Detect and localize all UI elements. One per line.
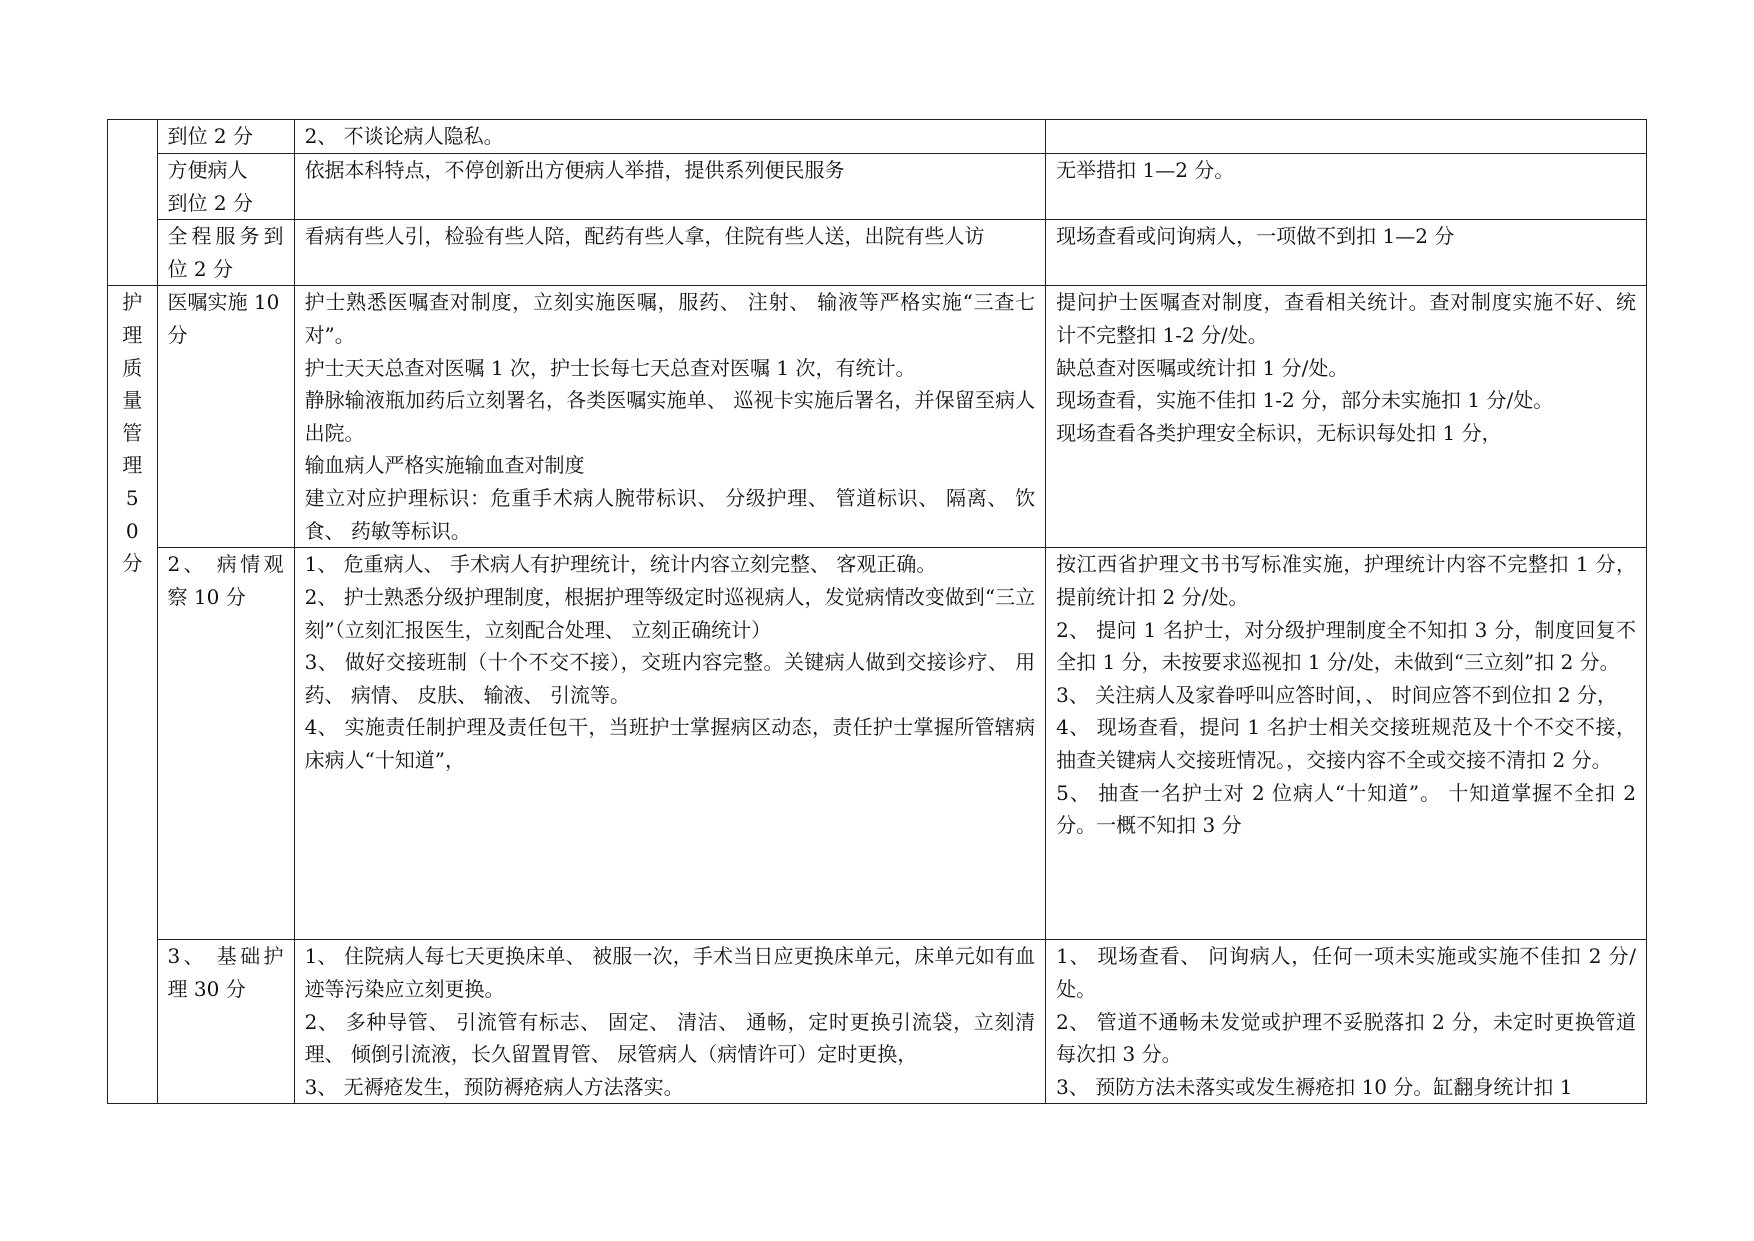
- standard-line: 静脉输液瓶加药后立刻署名，各类医嘱实施单、 巡视卡实施后署名，并保留至病人出院。: [304, 388, 1036, 445]
- scoring-line: 缺总查对医嘱或统计扣 1 分/处。: [1056, 355, 1349, 380]
- standard-line: 依据本科特点，不停创新出方便病人举措，提供系列便民服务: [304, 158, 845, 182]
- item-cell: [157, 120, 294, 154]
- standard-cell: [294, 940, 1046, 1104]
- scoring-line: 1、 现场查看、 问询病人，任何一项未实施或实施不佳扣 2 分/处。: [1056, 944, 1636, 1001]
- standard-cell: [294, 286, 1046, 548]
- item-label: 到位 2 分: [167, 124, 253, 148]
- item-label: 3、 基础护理 30 分: [167, 944, 284, 1001]
- category-label: 护理质量管理 50 分: [122, 290, 143, 576]
- category-cell: [108, 286, 158, 1104]
- standard-line: 护士熟悉医嘱查对制度，立刻实施医嘱，服药、 注射、 输液等严格实施“三查七对”。: [304, 290, 1036, 347]
- standard-line: 护士天天总查对医嘱 1 次，护士长每七天总查对医嘱 1 次，有统计。: [304, 355, 916, 380]
- standard-line: 4、 实施责任制护理及责任包干，当班护士掌握病区动态，责任护士掌握所管辖病床病人“十知道”，: [304, 715, 1036, 772]
- standard-line: 输血病人严格实施输血查对制度: [304, 453, 585, 478]
- item-label: 方便病人 到位 2 分: [167, 158, 253, 215]
- scoring-cell: [1046, 940, 1647, 1104]
- standard-line: 3、 无褥疮发生，预防褥疮病人方法落实。: [304, 1074, 684, 1099]
- category-cell-empty: [108, 120, 158, 286]
- item-cell: [157, 154, 294, 220]
- standard-line: 2、 多种导管、 引流管有标志、 固定、 清洁、 通畅，定时更换引流袋，立刻清理、 倾倒引流液，长久留置胃管、 尿管病人（病情许可）定时更换，: [304, 1009, 1036, 1067]
- scoring-line: 5、 抽查一名护士对 2 位病人“十知道”。 十知道掌握不全扣 2 分。一概不知扣 3 分: [1056, 780, 1643, 838]
- item-cell: [157, 940, 294, 1104]
- table-row: [108, 548, 1647, 940]
- table-row: [108, 120, 1647, 154]
- standard-line: 2、 不谈论病人隐私。: [304, 124, 504, 148]
- item-cell: [157, 286, 294, 548]
- standard-line: 建立对应护理标识：危重手术病人腕带标识、 分级护理、 管道标识、 隔离、 饮食、 药敏等标识。: [304, 485, 1036, 543]
- standard-line: 看病有些人引，检验有些人陪，配药有些人拿，住院有些人送，出院有些人访: [304, 224, 985, 249]
- item-label: 2、 病情观察 10 分: [167, 552, 284, 609]
- scoring-cell: [1046, 220, 1647, 286]
- scoring-line: 4、 现场查看，提问 1 名护士相关交接班规范及十个不交不接，抽查关键病人交接班情况。，交接内容不全或交接不清扣 2 分。: [1056, 715, 1636, 772]
- scoring-line: 按江西省护理文书书写标准实施，护理统计内容不完整扣 1 分，提前统计扣 2 分/处。: [1056, 552, 1636, 609]
- scoring-line: 3、 关注病人及家眷呼叫应答时间，、 时间应答不到位扣 2 分，: [1056, 682, 1618, 707]
- standard-cell: [294, 548, 1046, 940]
- table-row: [108, 940, 1647, 1104]
- item-label: 医嘱实施 10 分: [167, 290, 286, 347]
- item-cell: [157, 220, 294, 286]
- standard-line: 2、 护士熟悉分级护理制度，根据护理等级定时巡视病人，发觉病情改变做到“三立刻”（立刻汇报医生，立刻配合处理、 立刻正确统计）: [304, 584, 1036, 642]
- item-cell: [157, 548, 294, 940]
- scoring-line: 现场查看，实施不佳扣 1-2 分，部分未实施扣 1 分/处。: [1056, 388, 1554, 413]
- standard-cell: [294, 154, 1046, 220]
- table-row: [108, 154, 1647, 220]
- scoring-cell: [1046, 154, 1647, 220]
- scoring-cell: [1046, 120, 1647, 154]
- scoring-line: 无举措扣 1—2 分。: [1056, 158, 1235, 182]
- standard-line: 3、 做好交接班制（十个不交不接），交班内容完整。关键病人做到交接诊疗、 用药、 病情、 皮肤、 输液、 引流等。: [304, 650, 1036, 707]
- standard-cell: [294, 220, 1046, 286]
- scoring-cell: [1046, 548, 1647, 940]
- standard-line: 1、 住院病人每七天更换床单、 被服一次，手术当日应更换床单元，床单元如有血迹等污染应立刻更换。: [304, 944, 1036, 1001]
- scoring-line: 2、 提问 1 名护士，对分级护理制度全不知扣 3 分，制度回复不全扣 1 分，未按要求巡视扣 1 分/处，未做到“三立刻”扣 2 分。: [1056, 617, 1636, 675]
- scoring-line: 3、 预防方法未落实或发生褥疮扣 10 分。缸翻身统计扣 1: [1056, 1074, 1573, 1099]
- standard-cell: [294, 120, 1046, 154]
- scoring-line: 提问护士医嘱查对制度，查看相关统计。查对制度实施不好、统计不完整扣 1-2 分/处。: [1056, 290, 1636, 347]
- nursing-assessment-table: [107, 119, 1647, 1104]
- table-row: [108, 220, 1647, 286]
- scoring-line: 现场查看各类护理安全标识，无标识每处扣 1 分，: [1056, 420, 1502, 445]
- scoring-cell: [1046, 286, 1647, 548]
- scoring-line: 现场查看或问询病人，一项做不到扣 1—2 分: [1056, 224, 1455, 249]
- table-row: [108, 286, 1647, 548]
- standard-line: 1、 危重病人、 手术病人有护理统计，统计内容立刻完整、 客观正确。: [304, 552, 937, 577]
- item-label: 全程服务到位 2 分: [167, 224, 284, 281]
- scoring-line: 2、 管道不通畅未发觉或护理不妥脱落扣 2 分，未定时更换管道每次扣 3 分。: [1056, 1009, 1636, 1067]
